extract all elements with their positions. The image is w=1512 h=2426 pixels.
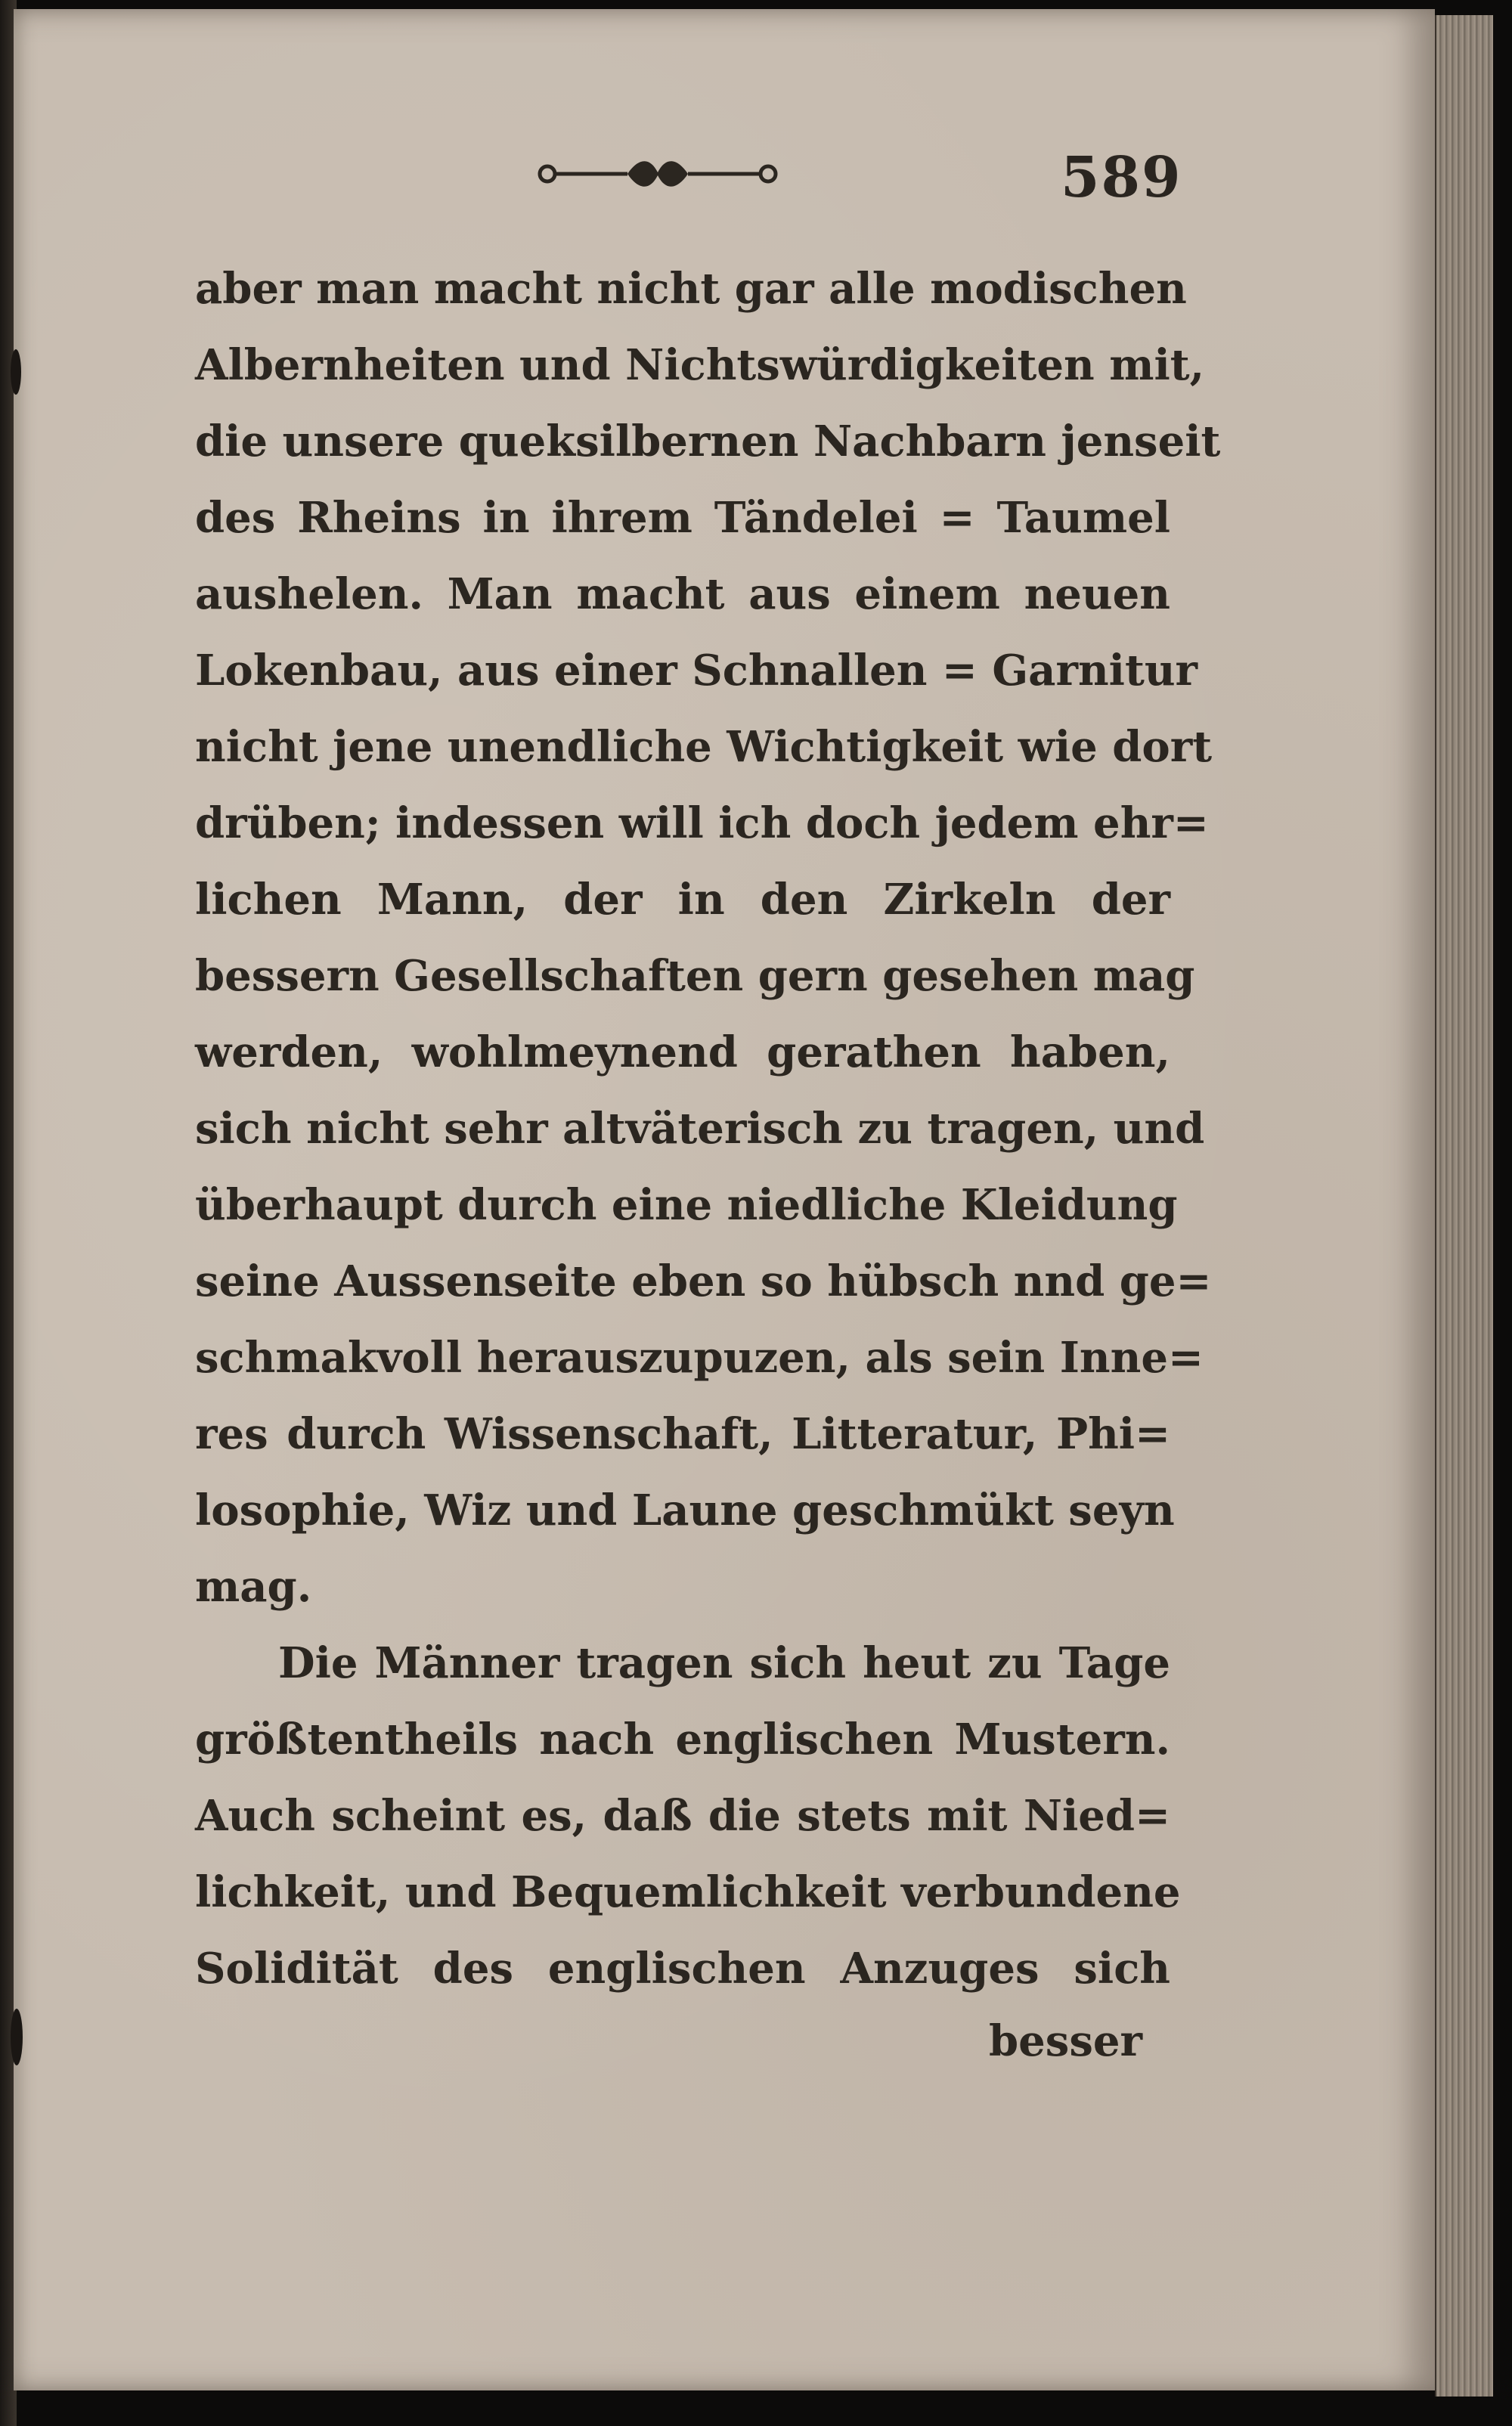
text-line: mag. [195,1562,312,1612]
text-line: sich nicht sehr altväterisch zu tragen, und [195,1104,1205,1154]
header-ornament [537,151,779,197]
text-line: losophie, Wiz und Laune geschmükt seyn [195,1486,1175,1535]
body-text [195,251,1221,2007]
text-line: Solidität des englischen Anzuges sich [195,1944,1170,1994]
margin-blemish [11,2009,23,2065]
text-line: bessern Gesellschaften gern gesehen mag [195,951,1195,1001]
text-line: drüben; indessen will ich doch jedem ehr= [195,798,1209,848]
text-line: seine Aussenseite eben so hübsch nnd ge= [195,1256,1212,1306]
page-number: 589 [1061,145,1182,210]
book-page [14,9,1435,2390]
margin-blemish [11,349,21,395]
text-line: Auch scheint es, daß die stets mit Nied= [195,1791,1170,1841]
text-line: werden, wohlmeynend gerathen haben, [195,1027,1170,1077]
text-line: schmakvoll herauszupuzen, als sein Inne= [195,1333,1204,1383]
text-line: des Rheins in ihrem Tändelei = Taumel [195,493,1170,543]
text-line: aushelen. Man macht aus einem neuen [195,569,1170,619]
text-line: größtentheils nach englischen Mustern. [195,1715,1170,1765]
page-edges [1435,15,1493,2397]
text-line: lichen Mann, der in den Zirkeln der [195,875,1170,925]
catchword: besser [989,2016,1142,2066]
text-line: nicht jene unendliche Wichtigkeit wie dort [195,722,1213,772]
text-line: lichkeit, und Bequemlichkeit verbundene [195,1867,1181,1917]
text-line: Albernheiten und Nichtswürdigkeiten mit, [195,340,1205,390]
paragraph-start-line: Die Männer tragen sich heut zu Tage [278,1638,1170,1688]
text-line: die unsere queksilbernen Nachbarn jenseit [195,417,1221,466]
text-line: überhaupt durch eine niedliche Kleidung [195,1180,1178,1230]
text-line: res durch Wissenschaft, Litteratur, Phi= [195,1409,1170,1459]
text-line: Lokenbau, aus einer Schnallen = Garnitur [195,646,1198,696]
text-line: aber man macht nicht gar alle modischen [195,264,1187,314]
